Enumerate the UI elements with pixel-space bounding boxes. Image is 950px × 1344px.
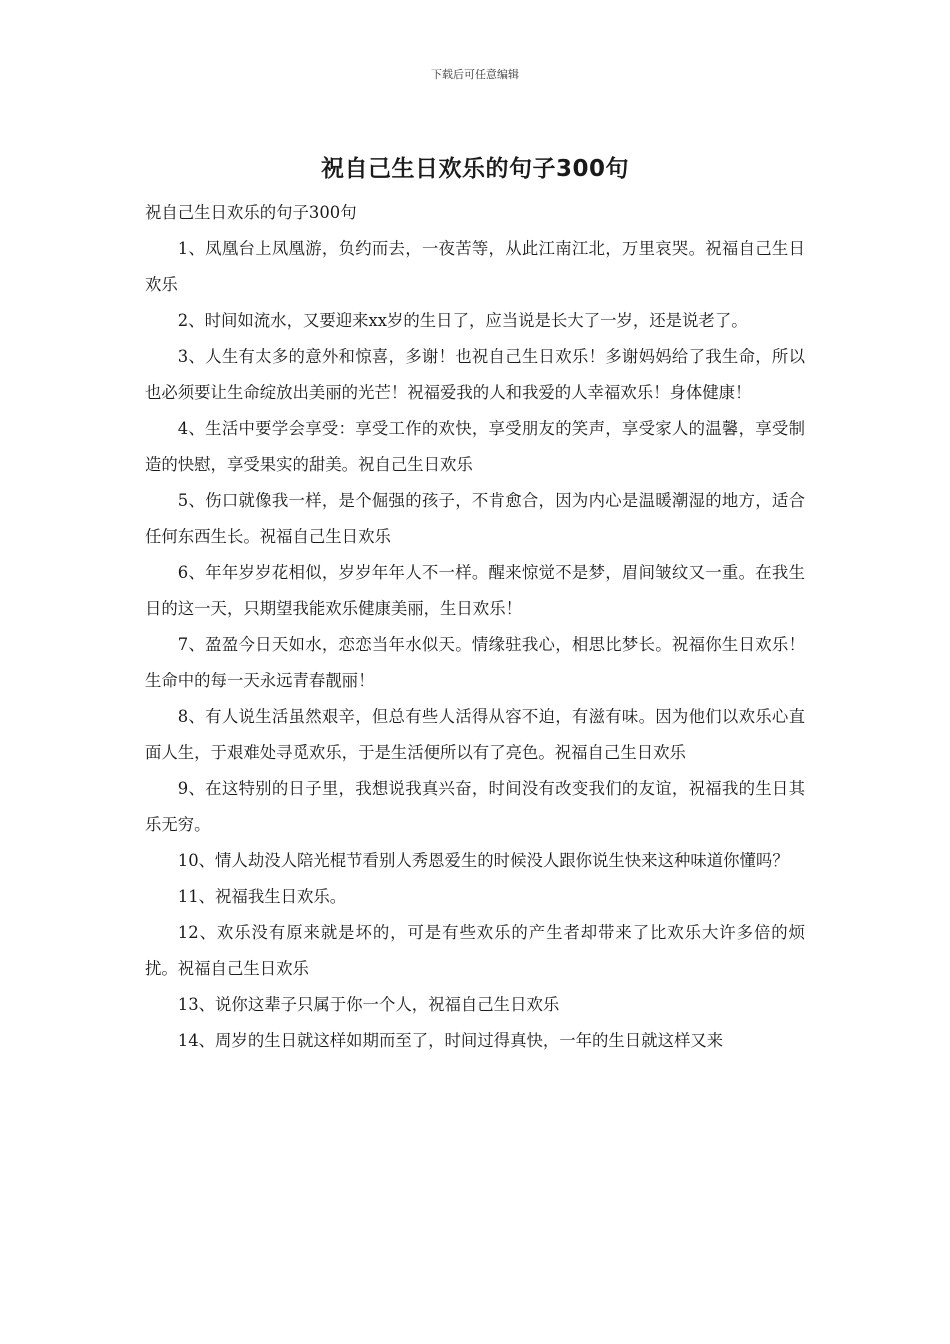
paragraph: 3、人生有太多的意外和惊喜，多谢！也祝自己生日欢乐！多谢妈妈给了我生命，所以也必须要让生命绽放出美丽的光芒！祝福爱我的人和我爱的人幸福欢乐！身体健康！ [145, 347, 805, 402]
header-note: 下载后可任意编辑 [431, 68, 519, 81]
paragraph: 4、生活中要学会享受：享受工作的欢快，享受朋友的笑声，享受家人的温馨，享受制造的快慰，享受果实的甜美。祝自己生日欢乐 [145, 419, 805, 474]
paragraph: 2、时间如流水，又要迎来xx岁的生日了，应当说是长大了一岁，还是说老了。 [177, 311, 748, 330]
paragraph: 5、伤口就像我一样，是个倔强的孩子，不肯愈合，因为内心是温暖潮湿的地方，适合任何东西生长。祝福自己生日欢乐 [145, 491, 805, 546]
paragraph: 14、周岁的生日就这样如期而至了，时间过得真快，一年的生日就这样又来 [177, 1031, 724, 1050]
paragraph: 10、情人劫没人陪光棍节看别人秀恩爱生的时候没人跟你说生快来这种味道你懂吗？ [177, 851, 789, 870]
paragraph: 8、有人说生活虽然艰辛，但总有些人活得从容不迫，有滋有味。因为他们以欢乐心直面人生，于艰难处寻觅欢乐，于是生活便所以有了亮色。祝福自己生日欢乐 [145, 707, 805, 762]
paragraph: 9、在这特别的日子里，我想说我真兴奋，时间没有改变我们的友谊，祝福我的生日其乐无穷。 [145, 779, 805, 834]
document-subtitle: 祝自己生日欢乐的句子300句 [145, 203, 357, 222]
paragraph: 1、凤凰台上凤凰游，负约而去，一夜苦等，从此江南江北，万里哀哭。祝福自己生日欢乐 [145, 239, 805, 294]
paragraph: 7、盈盈今日天如水，恋恋当年水似天。情缘驻我心，相思比梦长。祝福你生日欢乐！生命中的每一天永远青春靓丽！ [145, 635, 805, 690]
document-body [145, 195, 805, 1059]
paragraph: 11、祝福我生日欢乐。 [177, 887, 347, 906]
paragraph: 6、年年岁岁花相似，岁岁年年人不一样。醒来惊觉不是梦，眉间皱纹又一重。在我生日的这一天，只期望我能欢乐健康美丽，生日欢乐！ [145, 563, 805, 618]
document-title: 祝自己生日欢乐的句子300句 [320, 156, 629, 182]
paragraph: 12、欢乐没有原来就是坏的，可是有些欢乐的产生者却带来了比欢乐大许多倍的烦扰。祝福自己生日欢乐 [145, 923, 805, 978]
paragraph: 13、说你这辈子只属于你一个人，祝福自己生日欢乐 [177, 995, 560, 1014]
